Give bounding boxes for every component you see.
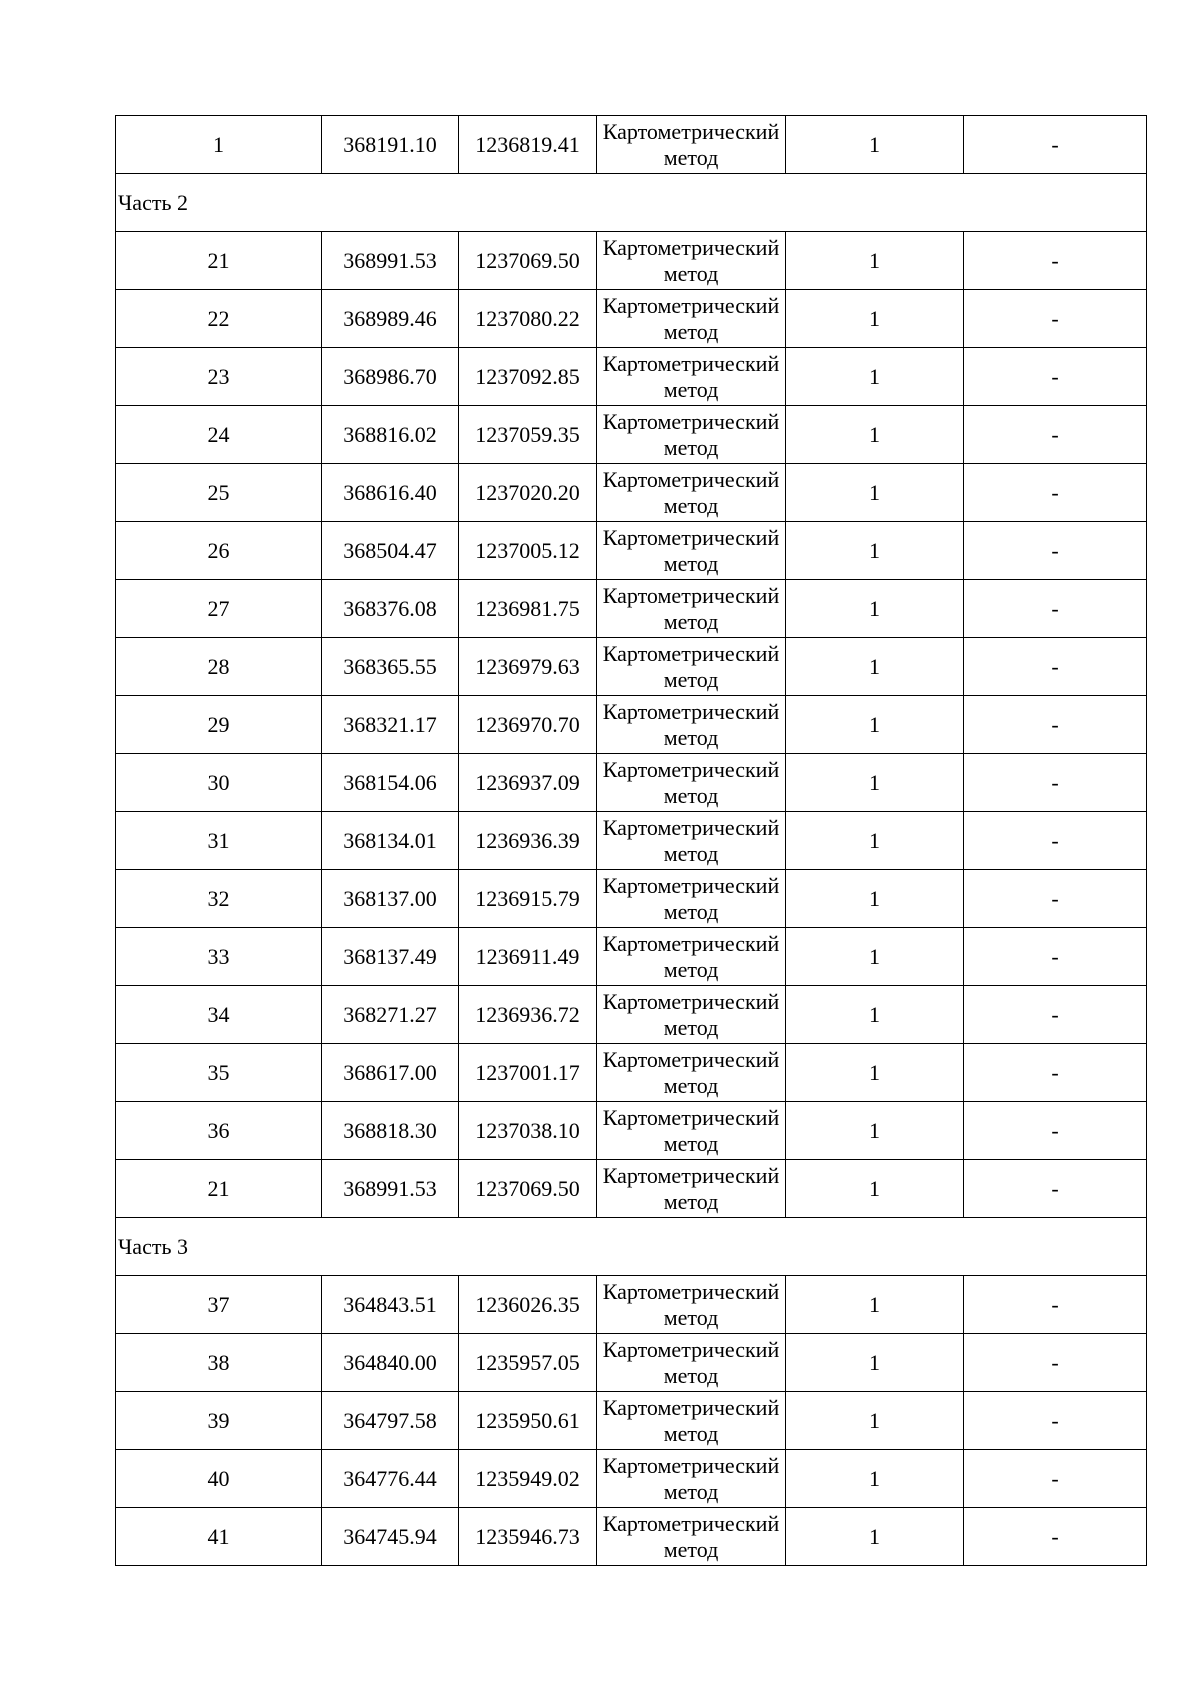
x-coordinate-cell: 368191.10 [322, 116, 459, 174]
table-row [116, 116, 1147, 174]
y-coordinate-cell: 1236915.79 [459, 870, 597, 928]
table-row [116, 986, 1147, 1044]
table-row [116, 870, 1147, 928]
table-row [116, 1102, 1147, 1160]
point-number-cell: 34 [116, 986, 322, 1044]
x-coordinate-cell: 368154.06 [322, 754, 459, 812]
table-row [116, 290, 1147, 348]
point-number-cell: 36 [116, 1102, 322, 1160]
method-cell: Картометрический метод [597, 1450, 786, 1508]
table-row [116, 928, 1147, 986]
x-coordinate-cell: 364776.44 [322, 1450, 459, 1508]
accuracy-cell: 1 [786, 1044, 964, 1102]
method-cell: Картометрический метод [597, 290, 786, 348]
accuracy-cell: 1 [786, 116, 964, 174]
x-coordinate-cell: 368991.53 [322, 232, 459, 290]
table-row [116, 522, 1147, 580]
table-row [116, 638, 1147, 696]
accuracy-cell: 1 [786, 1508, 964, 1566]
accuracy-cell: 1 [786, 348, 964, 406]
note-cell: - [964, 986, 1147, 1044]
note-cell: - [964, 116, 1147, 174]
y-coordinate-cell: 1237069.50 [459, 1160, 597, 1218]
method-cell: Картометрический метод [597, 928, 786, 986]
point-number-cell: 21 [116, 232, 322, 290]
accuracy-cell: 1 [786, 1334, 964, 1392]
accuracy-cell: 1 [786, 1102, 964, 1160]
method-cell: Картометрический метод [597, 1276, 786, 1334]
method-cell: Картометрический метод [597, 754, 786, 812]
point-number-cell: 33 [116, 928, 322, 986]
point-number-cell: 31 [116, 812, 322, 870]
note-cell: - [964, 870, 1147, 928]
y-coordinate-cell: 1236936.72 [459, 986, 597, 1044]
note-cell: - [964, 1044, 1147, 1102]
y-coordinate-cell: 1237069.50 [459, 232, 597, 290]
x-coordinate-cell: 368991.53 [322, 1160, 459, 1218]
y-coordinate-cell: 1236911.49 [459, 928, 597, 986]
x-coordinate-cell: 368617.00 [322, 1044, 459, 1102]
x-coordinate-cell: 368365.55 [322, 638, 459, 696]
x-coordinate-cell: 368137.49 [322, 928, 459, 986]
section-label: Часть 2 [116, 174, 1147, 232]
point-number-cell: 26 [116, 522, 322, 580]
table-row [116, 1508, 1147, 1566]
point-number-cell: 24 [116, 406, 322, 464]
y-coordinate-cell: 1236979.63 [459, 638, 597, 696]
point-number-cell: 23 [116, 348, 322, 406]
y-coordinate-cell: 1237005.12 [459, 522, 597, 580]
point-number-cell: 39 [116, 1392, 322, 1450]
y-coordinate-cell: 1237038.10 [459, 1102, 597, 1160]
x-coordinate-cell: 364797.58 [322, 1392, 459, 1450]
table-row [116, 1392, 1147, 1450]
accuracy-cell: 1 [786, 290, 964, 348]
y-coordinate-cell: 1237092.85 [459, 348, 597, 406]
accuracy-cell: 1 [786, 638, 964, 696]
accuracy-cell: 1 [786, 870, 964, 928]
method-cell: Картометрический метод [597, 1160, 786, 1218]
note-cell: - [964, 348, 1147, 406]
x-coordinate-cell: 364745.94 [322, 1508, 459, 1566]
note-cell: - [964, 464, 1147, 522]
y-coordinate-cell: 1235949.02 [459, 1450, 597, 1508]
coordinates-table-body [116, 116, 1147, 1566]
note-cell: - [964, 522, 1147, 580]
accuracy-cell: 1 [786, 696, 964, 754]
method-cell: Картометрический метод [597, 522, 786, 580]
accuracy-cell: 1 [786, 232, 964, 290]
point-number-cell: 27 [116, 580, 322, 638]
point-number-cell: 40 [116, 1450, 322, 1508]
point-number-cell: 29 [116, 696, 322, 754]
y-coordinate-cell: 1237020.20 [459, 464, 597, 522]
accuracy-cell: 1 [786, 406, 964, 464]
x-coordinate-cell: 364840.00 [322, 1334, 459, 1392]
note-cell: - [964, 290, 1147, 348]
table-row [116, 406, 1147, 464]
point-number-cell: 25 [116, 464, 322, 522]
method-cell: Картометрический метод [597, 1334, 786, 1392]
point-number-cell: 21 [116, 1160, 322, 1218]
x-coordinate-cell: 368816.02 [322, 406, 459, 464]
note-cell: - [964, 812, 1147, 870]
y-coordinate-cell: 1235946.73 [459, 1508, 597, 1566]
x-coordinate-cell: 368137.00 [322, 870, 459, 928]
y-coordinate-cell: 1236936.39 [459, 812, 597, 870]
method-cell: Картометрический метод [597, 406, 786, 464]
table-row [116, 1450, 1147, 1508]
note-cell: - [964, 580, 1147, 638]
y-coordinate-cell: 1235957.05 [459, 1334, 597, 1392]
accuracy-cell: 1 [786, 928, 964, 986]
note-cell: - [964, 754, 1147, 812]
note-cell: - [964, 1102, 1147, 1160]
x-coordinate-cell: 368504.47 [322, 522, 459, 580]
section-label: Часть 3 [116, 1218, 1147, 1276]
accuracy-cell: 1 [786, 1276, 964, 1334]
note-cell: - [964, 638, 1147, 696]
note-cell: - [964, 1334, 1147, 1392]
y-coordinate-cell: 1237001.17 [459, 1044, 597, 1102]
x-coordinate-cell: 368321.17 [322, 696, 459, 754]
note-cell: - [964, 406, 1147, 464]
note-cell: - [964, 1450, 1147, 1508]
method-cell: Картометрический метод [597, 116, 786, 174]
method-cell: Картометрический метод [597, 870, 786, 928]
method-cell: Картометрический метод [597, 580, 786, 638]
point-number-cell: 1 [116, 116, 322, 174]
accuracy-cell: 1 [786, 986, 964, 1044]
y-coordinate-cell: 1236026.35 [459, 1276, 597, 1334]
method-cell: Картометрический метод [597, 1392, 786, 1450]
y-coordinate-cell: 1235950.61 [459, 1392, 597, 1450]
method-cell: Картометрический метод [597, 696, 786, 754]
method-cell: Картометрический метод [597, 464, 786, 522]
accuracy-cell: 1 [786, 522, 964, 580]
point-number-cell: 41 [116, 1508, 322, 1566]
point-number-cell: 30 [116, 754, 322, 812]
y-coordinate-cell: 1236819.41 [459, 116, 597, 174]
accuracy-cell: 1 [786, 812, 964, 870]
x-coordinate-cell: 368376.08 [322, 580, 459, 638]
x-coordinate-cell: 368986.70 [322, 348, 459, 406]
accuracy-cell: 1 [786, 464, 964, 522]
accuracy-cell: 1 [786, 1450, 964, 1508]
y-coordinate-cell: 1236937.09 [459, 754, 597, 812]
method-cell: Картометрический метод [597, 638, 786, 696]
note-cell: - [964, 696, 1147, 754]
y-coordinate-cell: 1237080.22 [459, 290, 597, 348]
method-cell: Картометрический метод [597, 1102, 786, 1160]
accuracy-cell: 1 [786, 754, 964, 812]
y-coordinate-cell: 1236970.70 [459, 696, 597, 754]
x-coordinate-cell: 368616.40 [322, 464, 459, 522]
table-row [116, 754, 1147, 812]
method-cell: Картометрический метод [597, 812, 786, 870]
point-number-cell: 38 [116, 1334, 322, 1392]
method-cell: Картометрический метод [597, 1044, 786, 1102]
table-row [116, 580, 1147, 638]
y-coordinate-cell: 1237059.35 [459, 406, 597, 464]
accuracy-cell: 1 [786, 1392, 964, 1450]
method-cell: Картометрический метод [597, 348, 786, 406]
table-row [116, 1044, 1147, 1102]
note-cell: - [964, 232, 1147, 290]
x-coordinate-cell: 368989.46 [322, 290, 459, 348]
point-number-cell: 28 [116, 638, 322, 696]
section-row [116, 174, 1147, 232]
table-row [116, 464, 1147, 522]
point-number-cell: 37 [116, 1276, 322, 1334]
table-row [116, 348, 1147, 406]
table-row [116, 1276, 1147, 1334]
table-row [116, 812, 1147, 870]
table-row [116, 1160, 1147, 1218]
note-cell: - [964, 928, 1147, 986]
x-coordinate-cell: 368271.27 [322, 986, 459, 1044]
table-row [116, 1334, 1147, 1392]
y-coordinate-cell: 1236981.75 [459, 580, 597, 638]
method-cell: Картометрический метод [597, 986, 786, 1044]
table-row [116, 696, 1147, 754]
table-row [116, 232, 1147, 290]
note-cell: - [964, 1160, 1147, 1218]
method-cell: Картометрический метод [597, 1508, 786, 1566]
note-cell: - [964, 1392, 1147, 1450]
point-number-cell: 35 [116, 1044, 322, 1102]
method-cell: Картометрический метод [597, 232, 786, 290]
point-number-cell: 32 [116, 870, 322, 928]
coordinates-table [115, 115, 1147, 1566]
note-cell: - [964, 1508, 1147, 1566]
point-number-cell: 22 [116, 290, 322, 348]
x-coordinate-cell: 364843.51 [322, 1276, 459, 1334]
section-row [116, 1218, 1147, 1276]
accuracy-cell: 1 [786, 580, 964, 638]
accuracy-cell: 1 [786, 1160, 964, 1218]
x-coordinate-cell: 368134.01 [322, 812, 459, 870]
note-cell: - [964, 1276, 1147, 1334]
x-coordinate-cell: 368818.30 [322, 1102, 459, 1160]
